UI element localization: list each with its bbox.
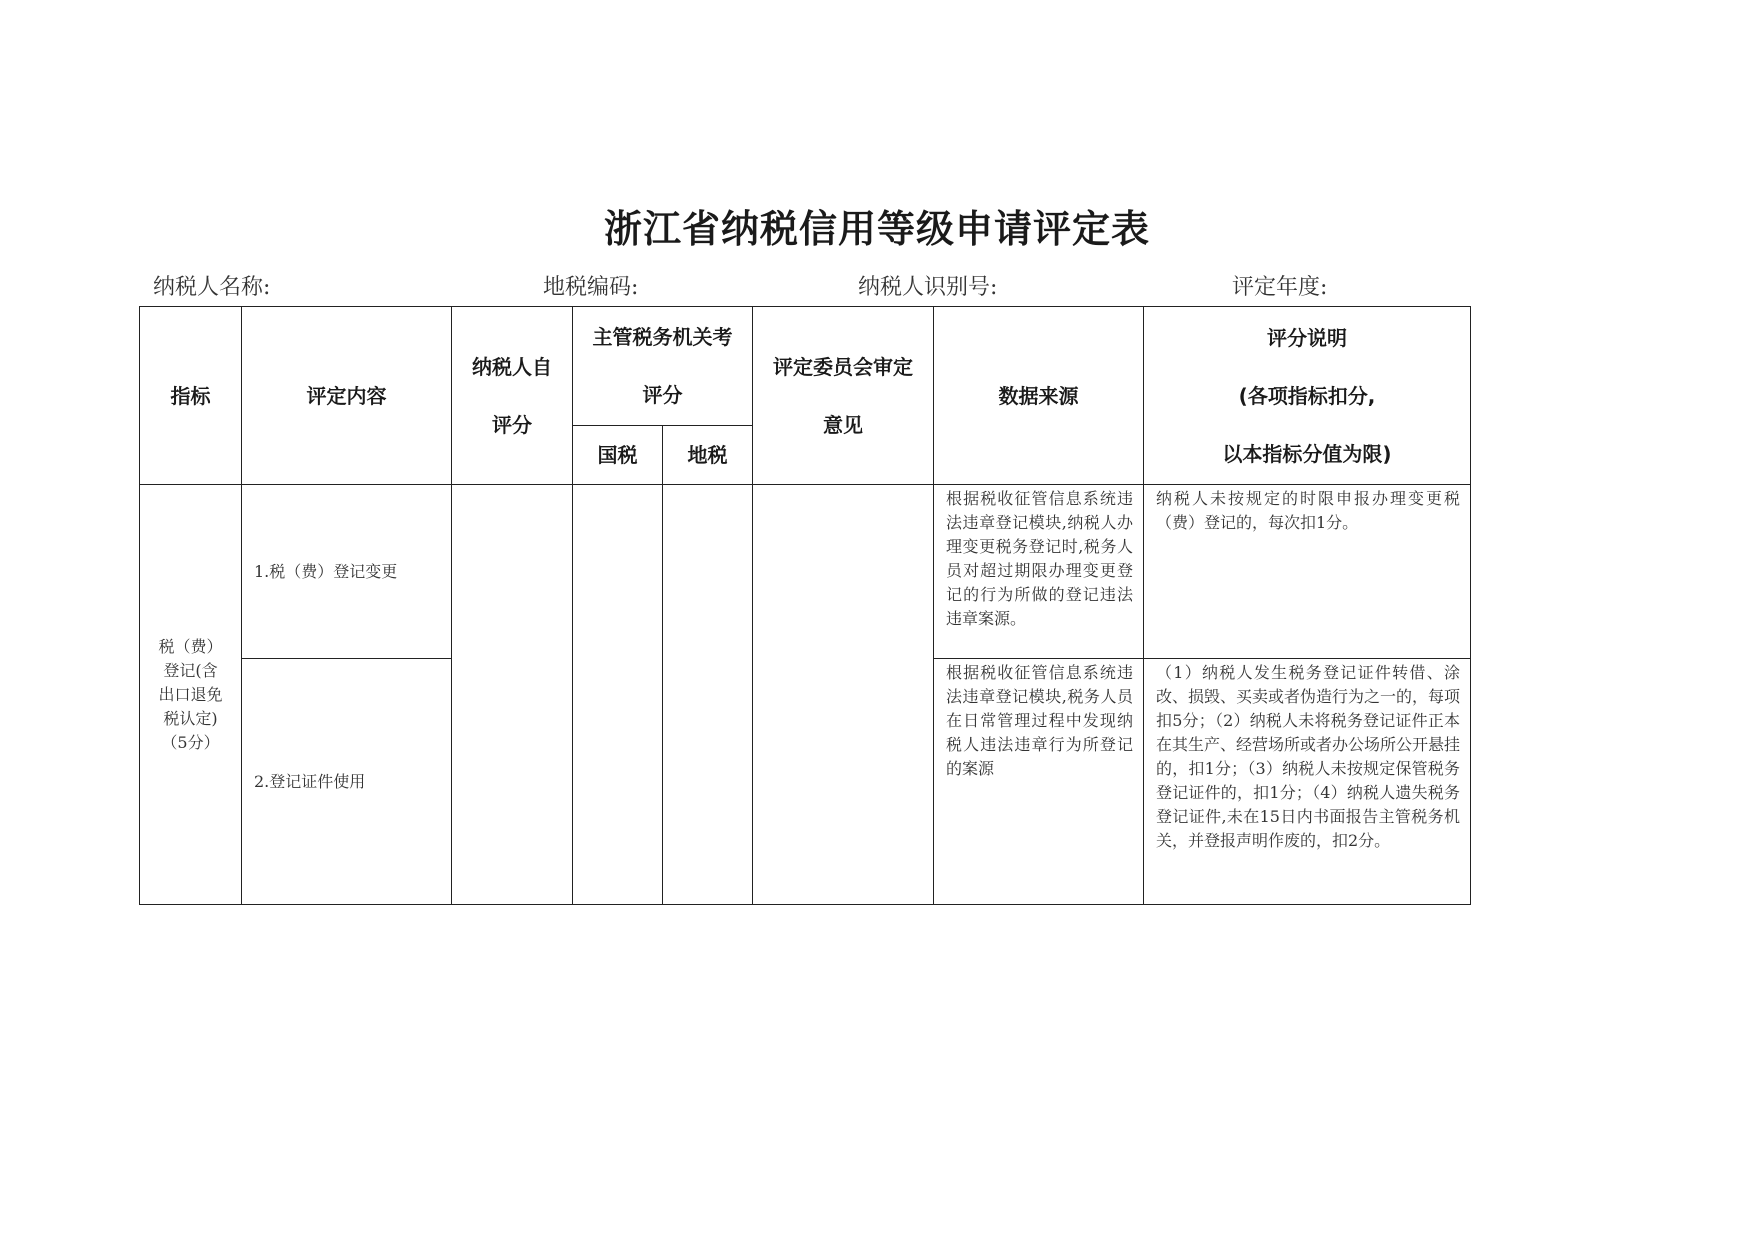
committee-opinion-cell[interactable] (753, 485, 934, 905)
header-data-source: 数据来源 (934, 307, 1144, 485)
header-notes-line2: (各项指标扣分, (1238, 383, 1376, 408)
indicator-line2: 登记(含 (163, 660, 218, 680)
table-row (140, 485, 1471, 659)
header-indicator: 指标 (140, 307, 242, 485)
header-scoring-notes (1144, 307, 1471, 485)
row1-data-source: 根据税收征管信息系统违法违章登记模块,纳税人办理变更税务登记时,税务人员对超过期限办理变更登记的行为所做的登记违法违章案源。 (934, 485, 1144, 659)
row2-content: 2.登记证件使用 (242, 659, 452, 905)
header-notes-line1: 评分说明 (1267, 325, 1347, 350)
taxpayer-name-label: 纳税人名称: (153, 275, 271, 300)
indicator-line1: 税（费） (158, 636, 223, 656)
header-national-tax: 国税 (573, 426, 663, 485)
header-authority-line2: 评分 (642, 383, 683, 407)
header-committee-line2: 意见 (823, 412, 863, 437)
local-tax-code-label: 地税编码: (543, 275, 639, 300)
indicator-line3: 出口退免 (158, 684, 223, 704)
header-self-score-line2: 评分 (492, 412, 532, 437)
local-tax-score-cell[interactable] (663, 485, 753, 905)
header-local-tax: 地税 (663, 426, 753, 485)
indicator-line5: （5分） (161, 732, 220, 752)
row2-scoring-note: （1）纳税人发生税务登记证件转借、涂改、损毁、买卖或者伪造行为之一的，每项扣5分；（2）纳税人未将税务登记证件正本在其生产、经营场所或者办公场所公开悬挂的，扣1分；（3）纳税人未按规定保管税务登记证件的，扣1分；（4）纳税人遗失税务登记证件,未在15日内书面报告主管税务机关，并登报声明作废的，扣2分。 (1144, 659, 1471, 905)
header-committee-opinion (753, 307, 934, 485)
self-score-cell[interactable] (452, 485, 573, 905)
header-self-score (452, 307, 573, 485)
indicator-cell (140, 485, 242, 905)
header-authority-line1: 主管税务机关考 (592, 325, 733, 349)
taxpayer-id-label: 纳税人识别号: (858, 275, 998, 300)
header-content: 评定内容 (242, 307, 452, 485)
page-title: 浙江省纳税信用等级申请评定表 (603, 206, 1150, 251)
header-authority-score (573, 307, 753, 426)
row1-scoring-note: 纳税人未按规定的时限申报办理变更税（费）登记的，每次扣1分。 (1144, 485, 1471, 659)
indicator-line4: 税认定) (163, 708, 218, 728)
header-committee-line1: 评定委员会审定 (773, 354, 913, 379)
rating-year-label: 评定年度: (1232, 275, 1328, 300)
header-notes-line3: 以本指标分值为限) (1222, 441, 1392, 466)
header-self-score-line1: 纳税人自 (472, 354, 552, 379)
row2-data-source: 根据税收征管信息系统违法违章登记模块,税务人员在日常管理过程中发现纳税人违法违章行为所登记的案源 (934, 659, 1144, 905)
national-tax-score-cell[interactable] (573, 485, 663, 905)
credit-rating-table (139, 306, 1471, 905)
row1-content: 1.税（费）登记变更 (242, 485, 452, 659)
